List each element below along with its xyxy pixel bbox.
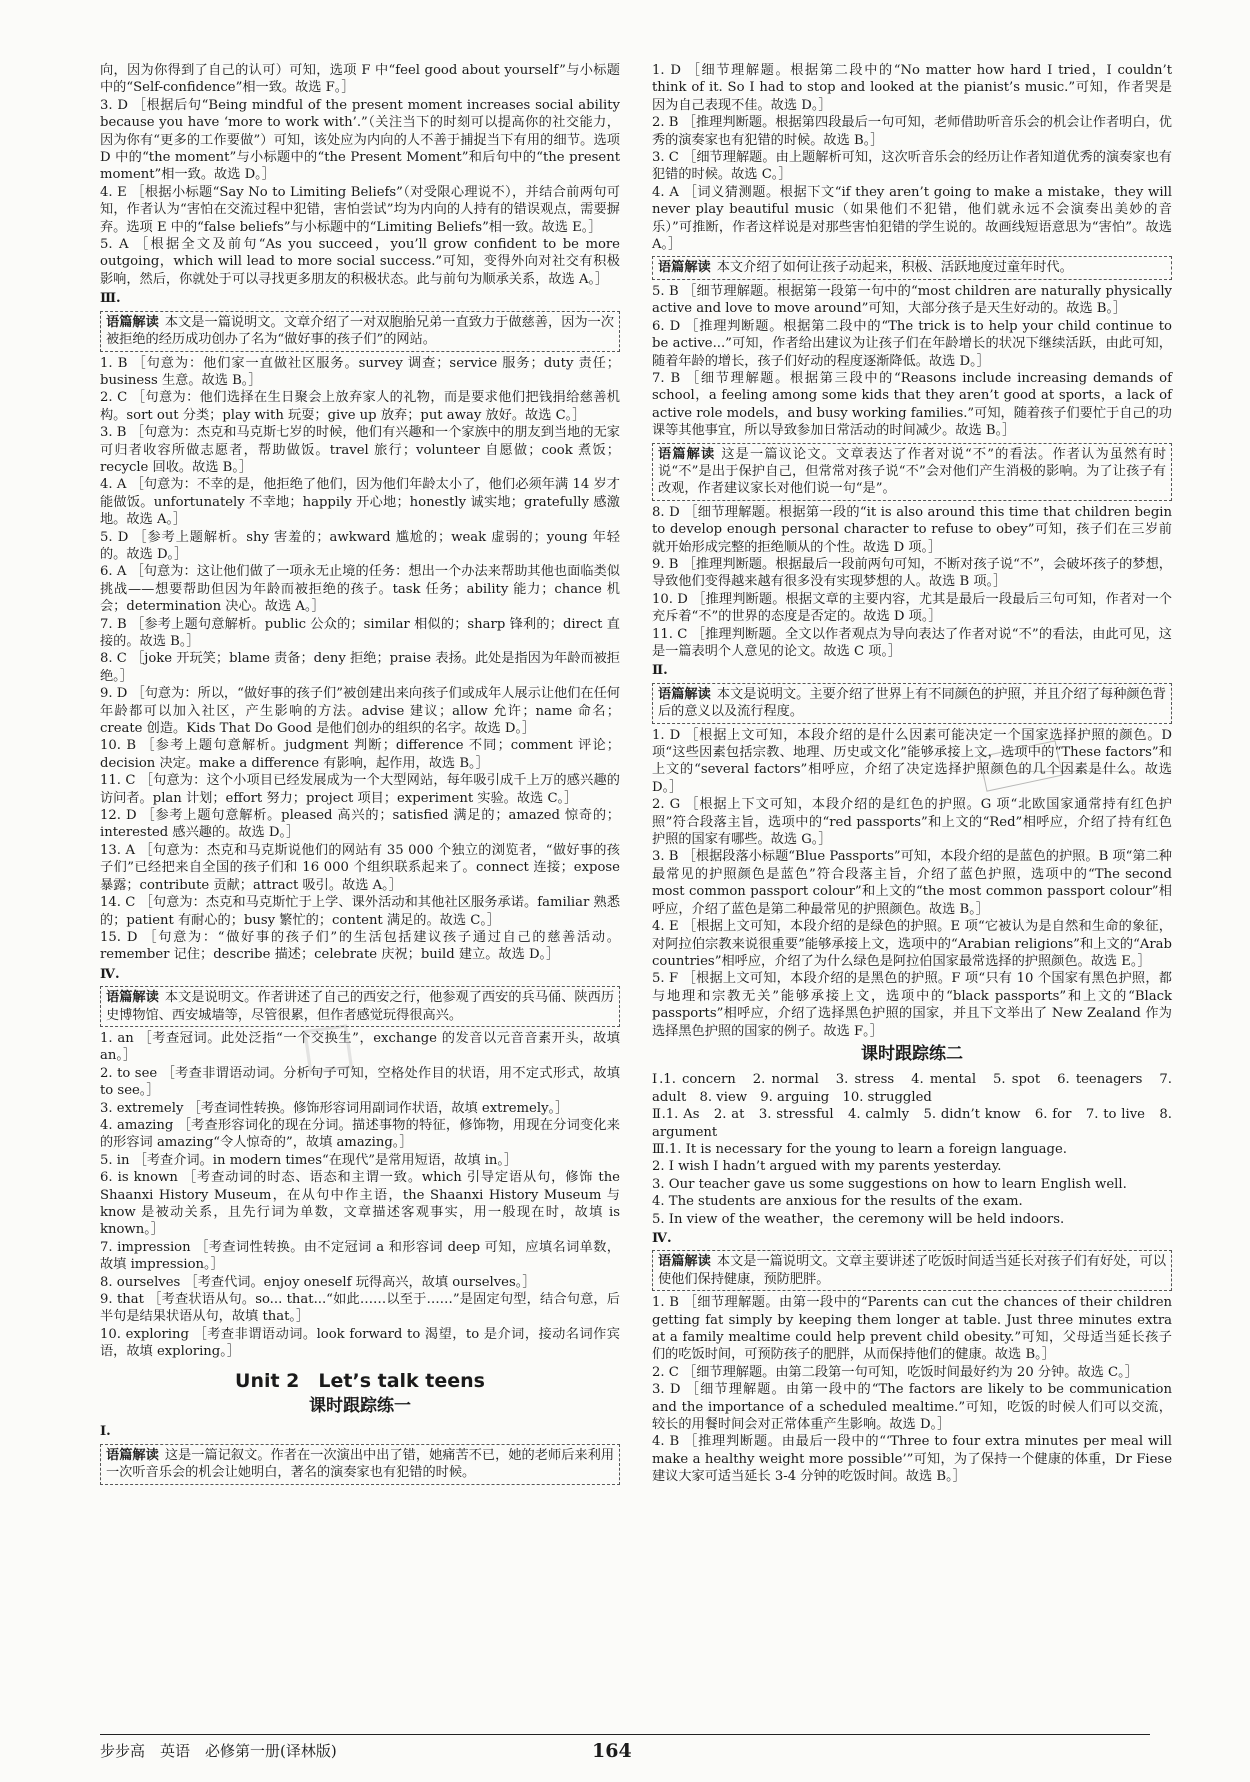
- answer-item: Ⅲ.1. It is necessary for the young to learn a foreign language.: [652, 1141, 1067, 1157]
- left-column: [100, 62, 620, 1488]
- answer-item: 4. A ［句意为：不幸的是，他拒绝了他们，因为他们年龄太小了，他们必须年满 14 岁才能做饭。unfortunately 不幸地；happily 开心地；honestly 诚实地；gratefully 感激地。故选 A。］: [100, 477, 620, 528]
- answer-item: 3. Our teacher gave us some suggestions on how to learn English well.: [652, 1176, 1127, 1192]
- answer-item: 7. impression ［考查词性转换。由不定冠词 a 和形容词 deep 可知，应填名词单数，故填 impression。］: [100, 1239, 620, 1273]
- answer-item: 5. in ［考查介词。in modern times“在现代”是常用短语，故填 in。］: [100, 1152, 518, 1168]
- answer-item: 3. C ［细节理解题。由上题解析可知，这次听音乐会的经历让作者知道优秀的演奏家也有犯错的时候。故选 C。］: [652, 150, 1172, 183]
- seal-stamp-line: [1010, 771, 1130, 790]
- answer-item: 5. B ［细节理解题。根据第一段第一句中的“most children are naturally physically active and love to move around”可知，大部分孩子是天生好动的。故选 B。］: [652, 283, 1172, 317]
- section-numeral: Ⅲ.: [100, 291, 121, 307]
- section-title: 课时跟踪练二: [861, 1043, 963, 1064]
- box-tag: 语篇解读: [106, 990, 159, 1006]
- reading-analysis-box: [100, 1444, 620, 1485]
- answer-item: 8. ourselves ［考查代词。enjoy oneself 玩得高兴，故填 ourselves。］: [100, 1274, 536, 1290]
- reading-analysis-box: [652, 443, 1172, 501]
- answer-item: 1. B ［细节理解题。由第一段中的“Parents can cut the chances of their children getting fat simply by keeping them longer at table. Just three minutes extra at a family mealtime could help prevent child obesity.”可知，父母适当延长孩子们的吃饭时间，可预防孩子的肥胖，从而保持他们的健康。故选 B。］: [652, 1295, 1172, 1363]
- section-numeral: Ⅰ.: [100, 1424, 111, 1440]
- box-text: 这是一篇记叙文。作者在一次演出中出了错，她痛苦不已，她的老师后来利用一次听音乐会的机会让她明白，著名的演奏家也有犯错的时候。: [106, 1447, 615, 1481]
- footer-divider: [100, 1734, 1150, 1735]
- answer-item: 9. B ［推理判断题。根据最后一段前两句可知，不断对孩子说“不”，会破坏孩子的梦想，导致他们变得越来越有很多没有实现梦想的人。故选 B 项。］: [652, 556, 1172, 590]
- answer-item: 2. I wish I hadn’t argued with my parents yesterday.: [652, 1159, 1002, 1175]
- answer-item: 2. G ［根据上下文可知，本段介绍的是红色的护照。G 项“北欧国家通常持有红色护照”符合段落主旨，选项中的“red passports”和上文的“Red”相呼应，介绍了持有红色护照的国家有哪些。故选 G。］: [652, 797, 1172, 848]
- answer-item: 1. B ［句意为：他们家一直做社区服务。survey 调查；service 服务；duty 责任；business 生意。故选 B。］: [100, 355, 620, 388]
- answer-item: 3. B ［句意为：杰克和马克斯七岁的时候，他们有兴趣和一个家族中的朋友到当地的无家可归者收容所做志愿者，帮助做饭。travel 旅行；volunteer 自愿做；cook 煮饭；recycle 回收。故选 B。］: [100, 425, 620, 475]
- answer-item: 1. D ［根据上文可知，本段介绍的是什么因素可能决定一个国家选择护照的颜色。D 项“这些因素包括宗教、地理、历史或文化”能够承接上文，选项中的“These factors”和上文的“several factors”相呼应，介绍了决定选择护照颜色的几个因素是什么。故选 D。］: [652, 727, 1172, 795]
- answer-item: 3. D ［根据后句“Being mindful of the present moment increases social ability because you have ‘more to work with’.”（关注当下的时刻可以提高你的社交能力，因为你有“更多的工作要做”）可知，该处应为内向的人不善于捕捉当下有用的细节。选项 D 中的“the moment”与小标题中的“the Present Moment”和后句中的“the present moment”相一致。故选 D。］: [100, 97, 620, 183]
- answer-item: 11. C ［句意为：这个小项目已经发展成为一个大型网站，每年吸引成千上万的感兴趣的访问者。plan 计划；effort 努力；project 项目；experiment 实验。故选 C。］: [100, 773, 620, 806]
- answer-item: 7. B ［参考上题句意解析。public 公众的；similar 相似的；sharp 锋利的；direct 直接的。故选 B。］: [100, 616, 620, 649]
- box-text: 本文是一篇说明文。文章介绍了一对双胞胎兄弟一直致力于做慈善，因为一次被拒绝的经历成功创办了名为“做好事的孩子们”的网站。: [106, 314, 615, 348]
- answer-item: 8. D ［细节理解题。根据第一段的“it is also around this time that children begin to develop enough personal character to refuse to obey”可知，孩子们在三岁前就开始形成完整的拒绝顺从的个性。故选 D 项。］: [652, 504, 1172, 555]
- reading-analysis-box: [652, 683, 1172, 724]
- box-text: 这是一篇议论文。文章表达了作者对说“不”的看法。作者认为虽然有时说“不”是出于保护自己，但常常对孩子说“不”会对他们产生消极的影响。为了让孩子有改观，作者建议家长对他们说一句“是”。: [658, 446, 1167, 497]
- watermark-1: □: [295, 1006, 366, 1082]
- answer-item: 5. In view of the weather，the ceremony will be held indoors.: [652, 1211, 1065, 1227]
- answer-item: 5. F ［根据上文可知，本段介绍的是黑色的护照。F 项“只有 10 个国家有黑色护照，都与地理和宗教无关”能够承接上文，选项中的“black passports”和上文的“Black passports”相呼应，介绍了选择黑色护照的国家，并且下文举出了 New Zealand 作为选择黑色护照的国家的例子。故选 F。］: [652, 971, 1172, 1039]
- answer-item: 6. D ［推理判断题。根据第二段中的“The trick is to help your child continue to be active...”可知，作者给出建议为让孩子们在年龄增长的状况下继续活跃，由此可知，随着年龄的增长，孩子们好动的程度逐渐降低。故选 D。］: [652, 318, 1172, 369]
- section-title: 课时跟踪练一: [309, 1396, 411, 1417]
- answer-item: Ⅰ.1. concern 2. normal 3. stress 4. mental 5. spot 6. teenagers 7. adult 8. view 9. arguing 10. struggled: [652, 1072, 1172, 1105]
- answer-item: 7. B ［细节理解题。根据第三段中的“Reasons include increasing demands of school，a feeling among some kids that they aren’t good at sports，a lack of active role models，and busy working families.”可知，随着孩子们要忙于自己的功课等其他事宜，所以导致参加日常活动的时间减少。故选 B。］: [652, 370, 1172, 439]
- answer-item: 2. B ［推理判断题。根据第四段最后一句可知，老师借助听音乐会的机会让作者明白，优秀的演奏家也有犯错的时候。故选 B。］: [652, 115, 1172, 148]
- answer-item: 6. is known ［考查动词的时态、语态和主谓一致。which 引导定语从句，修饰 the Shaanxi History Museum，在从句中作主语，the Shaanxi History Museum 与 know 是被动关系，且先行词为单数，文章描述客观事实，用一般现在时，故填 is known。］: [100, 1170, 620, 1238]
- section-numeral: Ⅳ.: [100, 966, 120, 982]
- section-numeral: Ⅱ.: [652, 663, 668, 679]
- box-tag: 语篇解读: [658, 446, 716, 462]
- answer-item: 13. A ［句意为：杰克和马克斯说他们的网站有 35 000 个独立的浏览者，“做好事的孩子们”已经把来自全国的孩子们和 16 000 个组织联系起来了。connect 连接；expose 暴露；contribute 贡献；attract 吸引。故选 A。］: [100, 842, 620, 893]
- box-tag: 语篇解读: [658, 1254, 711, 1270]
- section-numeral: Ⅳ.: [652, 1231, 672, 1246]
- answer-item: 4. A ［词义猜测题。根据下文“if they aren’t going to make a mistake，they will never play beautiful music（如果他们不犯错，他们就永远不会演奏出美妙的音乐）”可推断，作者这样说是对那些害怕犯错的学生说的。故画线短语意思为“害怕”。故选 A。］: [652, 184, 1172, 253]
- answer-item: 4. E ［根据小标题“Say No to Limiting Beliefs”（对受限心理说不），并结合前两句可知，作者认为“害怕在交流过程中犯错，害怕尝试”均为内向的人持有的错误观点，需要摒弃。选项 E 中的“false beliefs”与小标题中的“Limiting Beliefs”相一致。故选 E。］: [100, 184, 620, 235]
- answer-item: 2. to see ［考查非谓语动词。分析句子可知，空格处作目的状语，用不定式形式，故填 to see。］: [100, 1065, 620, 1099]
- box-text: 本文是一篇说明文。文章主要讲述了吃饭时间适当延长对孩子们有好处，可以使他们保持健康，预防肥胖。: [658, 1254, 1167, 1287]
- reading-analysis-box: [652, 1250, 1172, 1291]
- box-text: 本文是说明文。主要介绍了世界上有不同颜色的护照，并且介绍了每种颜色背后的意义以及流行程度。: [658, 686, 1167, 720]
- answer-item: 6. A ［句意为：这让他们做了一项永无止境的任务：想出一个办法来帮助其他也面临类似挑战——想要帮助但因为年龄而被拒绝的孩子。task 任务；ability 能力；chance 机会；determination 决心。故选 A。］: [100, 564, 620, 615]
- answer-item: 4. E ［根据上文可知，本段介绍的是绿色的护照。E 项“它被认为是自然和生命的象征，对阿拉伯宗教来说很重要”能够承接上文，选项中的“Arabian religions”和上文的“Arab countries”相呼应，介绍了为什么绿色是阿拉伯国家最常选择的护照颜色。故选 E。］: [652, 919, 1172, 969]
- answer-item: 1. an ［考查冠词。此处泛指“一个交换生”，exchange 的发音以元音音素开头，故填 an。］: [100, 1030, 620, 1064]
- answer-item: 4. amazing ［考查形容词化的现在分词。描述事物的特征，修饰物，用现在分词变化来的形容词 amazing“令人惊奇的”，故填 amazing。］: [100, 1117, 620, 1151]
- answer-item: 9. that ［考查状语从句。so... that...“如此……以至于……”是固定句型，结合句意，后半句是结果状语从句，故填 that。］: [100, 1292, 620, 1325]
- answer-item: 15. D ［句意为：“做好事的孩子们”的生活包括建议孩子通过自己的慈善活动。remember 记住；describe 描述；celebrate 庆祝；build 建立。故选 D。］: [100, 929, 620, 963]
- box-tag: 语篇解读: [106, 1447, 159, 1463]
- answer-item: 5. D ［参考上题解析。shy 害羞的；awkward 尴尬的；weak 虚弱的；young 年轻的。故选 D。］: [100, 529, 620, 562]
- reading-analysis-box: [100, 311, 620, 352]
- unit-title: Unit 2 Let’s talk teens: [235, 1369, 485, 1392]
- answer-item: Ⅱ.1. As 2. at 3. stressful 4. calmly 5. didn’t know 6. for 7. to live 8. argument: [652, 1107, 1172, 1140]
- reading-analysis-box: [652, 256, 1172, 279]
- answer-item: 2. C ［句意为：他们选择在生日聚会上放弃家人的礼物，而是要求他们把钱捐给慈善机构。sort out 分类；play with 玩耍；give up 放弃；put away 放好。故选 C。］: [100, 390, 620, 423]
- answer-item: 12. D ［参考上题句意解析。pleased 高兴的；satisfied 满足的；amazed 惊奇的；interested 感兴趣的。故选 D。］: [100, 808, 620, 841]
- answer-item: 4. B ［推理判断题。由最后一段中的“‘Three to four extra minutes per meal will make a healthy weight more possible’”可知，为了保持一个健康的体重，Dr Fiese 建议大家可适当延长 3-4 分钟的吃饭时间。故选 B。］: [652, 1434, 1172, 1485]
- answer-item: 3. extremely ［考查词性转换。修饰形容词用副词作状语，故填 extremely。］: [100, 1100, 569, 1116]
- answer-item: 3. D ［细节理解题。由第一段中的“The factors are likely to be communication and the importance of a scheduled mealtime.”可知，吃饭的时候人们可以交流，较长的用餐时间会对正常体重产生影响。故选 D。］: [652, 1382, 1172, 1433]
- box-tag: 语篇解读: [658, 686, 711, 702]
- book-title: 步步高 英语 必修第一册(译林版): [100, 1742, 337, 1760]
- answer-item: 9. D ［句意为：所以，“做好事的孩子们”被创建出来向孩子们或成年人展示让他们在任何年龄都可以加入社区，产生影响的方法。advise 建议；allow 允许；name 命名；create 创造。Kids That Do Good 是他们创办的组织的名字。故选 D。］: [100, 686, 620, 737]
- answer-item: 3. B ［根据段落小标题“Blue Passports”可知，本段介绍的是蓝色的护照。B 项“第二种最常见的护照颜色是蓝色”符合段落主旨，介绍了蓝色护照，选项中的“The second most common passport colour”和上文的“the most common passport colour”相呼应，介绍了蓝色是第二种最常见的护照颜色。故选 B。］: [652, 849, 1172, 917]
- answer-item: 向，因为你得到了自己的认可）可知，选项 F 中“feel good about yourself”与小标题中的“Self-confidence”相一致。故选 F。］: [100, 63, 620, 96]
- answer-item: 8. C ［joke 开玩笑；blame 责备；deny 拒绝；praise 表扬。此处是指因为年龄而被拒绝。］: [100, 651, 620, 684]
- box-text: 本文是说明文。作者讲述了自己的西安之行，他参观了西安的兵马俑、陕西历史博物馆、西安城墙等，尽管很累，但作者感觉玩得很高兴。: [106, 990, 615, 1023]
- box-tag: 语篇解读: [106, 314, 159, 330]
- answer-item: 2. C ［细节理解题。由第二段第一句可知，吃饭时间最好约为 20 分钟。故选 C。］: [652, 1364, 1138, 1380]
- answer-item: 14. C ［句意为：杰克和马克斯忙于上学、课外活动和其他社区服务承诺。familiar 熟悉的；patient 有耐心的；busy 繁忙的；content 满足的。故选 C。］: [100, 895, 620, 928]
- box-tag: 语篇解读: [658, 260, 711, 276]
- reading-analysis-box: [100, 986, 620, 1027]
- answer-item: 4. The students are anxious for the results of the exam.: [652, 1194, 1023, 1210]
- answer-item: 11. C ［推理判断题。全文以作者观点为导向表达了作者对说“不”的看法，由此可见，这是一篇表明个人意见的论文。故选 C 项。］: [652, 626, 1172, 659]
- answer-item: 1. D ［细节理解题。根据第二段中的“No matter how hard I tried，I couldn’t think of it. So I had to stop and looked at the pianist’s music.”可知，作者哭是因为自己表现不佳。故选 D。］: [652, 63, 1172, 113]
- answer-item: 10. exploring ［考查非谓语动词。look forward to 渴望，to 是介词，接动名词作宾语，故填 exploring。］: [100, 1326, 620, 1360]
- page-number: 164: [592, 1740, 632, 1762]
- box-text: 本文介绍了如何让孩子动起来，积极、活跃地度过童年时代。: [716, 260, 1073, 276]
- answer-item: 5. A ［根据全文及前句“As you succeed，you’ll grow confident to be more outgoing，which will lead to more social success.”可知，变得外向对社交有积极影响，然后，你就处于可以寻找更多朋友的积极状态。此与前句为顺承关系，故选 A。］: [100, 237, 620, 287]
- answer-item: 10. B ［参考上题句意解析。judgment 判断；difference 不同；comment 评论；decision 决定。make a difference 有影响，起作用，故选 B。］: [100, 738, 620, 771]
- answer-item: 10. D ［推理判断题。根据文章的主要内容，尤其是最后一段最后三句可知，作者对一个充斥着“不”的世界的态度是否定的。故选 D 项。］: [652, 591, 1172, 625]
